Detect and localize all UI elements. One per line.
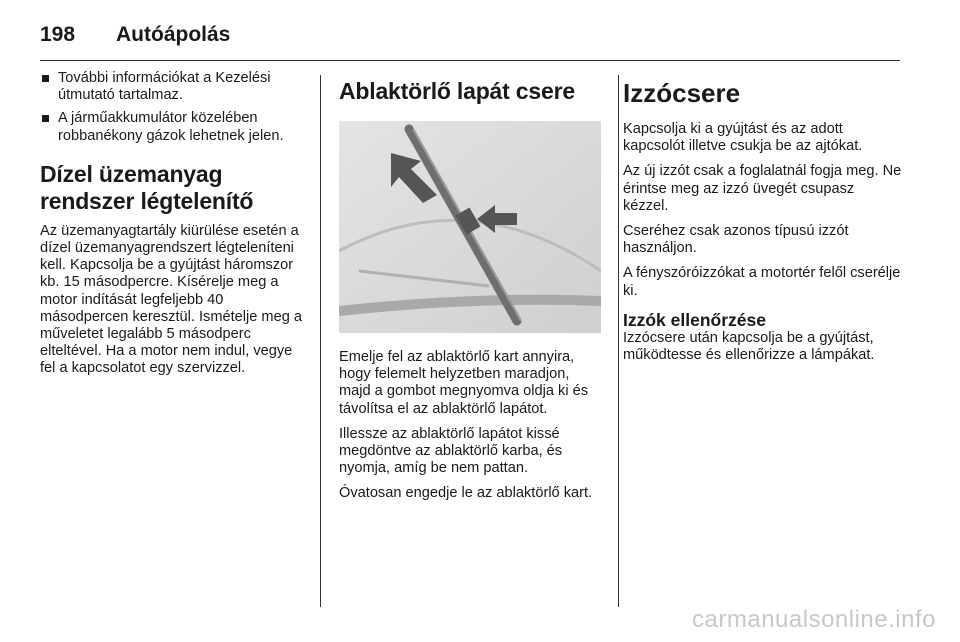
column-divider-2 [618,75,619,607]
section-heading-diesel: Dízel üzemanyag rendszer légtelenítő [40,160,254,214]
bullet-text: A járműakkumulátor közelében robbanékony gázok lehetnek jelen. [58,110,284,144]
list-item [40,70,308,104]
page-header [40,12,900,58]
diesel-paragraph: Az üzemanyagtartály kiürülése esetén a dízel üzemanyagrendszert légteleníteni kell. Kapcsolja be a gyújtást háromszor kb. 15 másodpercre. Kísérelje meg a motor indítását legfeljebb 40 másodpercen keresztül. Ismételje meg a műveletet legalább 5 másodperc elteltével. Ha a motor nem indul, vegye fel a kapcsolatot egy szervizzel. [40,222,302,377]
wiper-blade-photo [339,121,601,333]
column-2 [339,70,605,511]
bullet-square-icon [42,75,49,82]
wiper-illustration [339,121,601,333]
section-heading-bulb: Izzócsere [623,78,741,108]
bulb-paragraph: Az új izzót csak a foglalatnál fogja meg. Ne érintse meg az izzó üvegét csupasz kézzel. [623,163,902,214]
page-title: Autóápolás [116,23,231,46]
wiper-paragraph: Illessze az ablaktörlő lapátot kissé megdöntve az ablaktörlő karba, és nyomja, amíg be nem pattan. [339,425,563,477]
list-item [40,110,308,144]
column-1 [40,70,308,386]
wiper-paragraph: Óvatosan engedje le az ablaktörlő kart. [339,485,593,502]
header-divider [40,60,900,61]
bulb-check-paragraph: Izzócsere után kapcsolja be a gyújtást, működtesse és ellenőrizze a lámpákat. [623,329,875,364]
bullet-list [40,70,308,145]
bullet-text: További információkat a Kezelési útmutató tartalmaz. [58,70,271,104]
watermark: carmanualsonline.info [692,606,936,633]
page-number: 198 [40,23,76,46]
bulb-paragraph: Kapcsolja ki a gyújtást és az adott kapcsolót illetve csukja be az ajtókat. [623,121,863,155]
subheading-bulb-check: Izzók ellenőrzése [623,309,766,330]
bullet-square-icon [42,115,49,122]
wiper-paragraph: Emelje fel az ablaktörlő kart annyira, hogy felemelt helyzetben maradjon, majd a gombot megnyomva oldja ki és távolítsa el az ablaktörlő lapátot. [339,349,589,417]
column-divider-1 [320,75,321,607]
bulb-paragraph: Cseréhez csak azonos típusú izzót használjon. [623,223,849,257]
bulb-paragraph: A fényszóróizzókat a motortér felől cserélje ki. [623,265,901,299]
column-3 [623,70,903,372]
section-heading-wiper: Ablaktörlő lapát csere [339,78,575,104]
